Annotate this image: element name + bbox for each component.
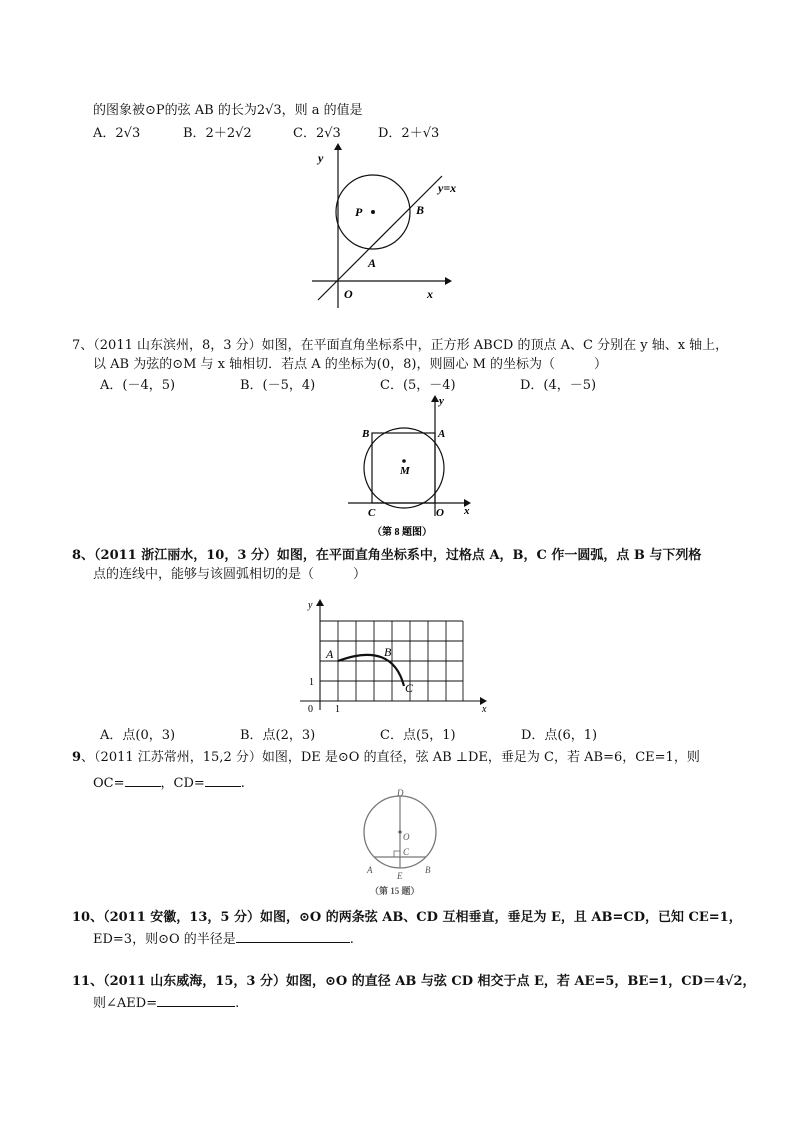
q8-y-arrow bbox=[316, 599, 324, 606]
q9-label-b: B bbox=[425, 865, 431, 875]
q8-label-c: C bbox=[405, 681, 414, 695]
q8-label-1y: 1 bbox=[309, 677, 314, 688]
q7-option-d: D．(4，－5) bbox=[520, 378, 597, 393]
q9-oc-label: OC= bbox=[93, 776, 125, 791]
q6-continuation: 的图象被⊙P的弦 AB 的长为2√3，则 a 的值是 bbox=[93, 103, 363, 118]
q9-label-c: C bbox=[403, 847, 410, 857]
q9-label-o: O bbox=[403, 832, 410, 842]
q6-point-p bbox=[371, 210, 375, 214]
q8-option-d: D．点(6，1) bbox=[521, 728, 598, 743]
q9-cd-label: ，CD= bbox=[160, 776, 205, 791]
q7-point-m bbox=[402, 459, 406, 463]
q6-option-b: B．2＋2√2 bbox=[183, 126, 252, 141]
q8-label-o: 0 bbox=[308, 704, 313, 715]
q7-y-arrow bbox=[431, 395, 439, 402]
q9-caption: （第 15 题） bbox=[370, 886, 420, 896]
q8-label-b: B bbox=[384, 645, 392, 659]
q9-end: . bbox=[240, 776, 245, 791]
q7-line1: 7、（2011 山东滨州，8，3 分）如图，在平面直角坐标系中，正方形 ABCD 的顶点 A、C 分别在 y 轴、x 轴上， bbox=[72, 338, 729, 353]
q8-line2: 点的连线中，能够与该圆弧相切的是（ ） bbox=[93, 567, 367, 582]
q8-label-x: x bbox=[482, 704, 487, 715]
q8-label-1x: 1 bbox=[335, 704, 340, 715]
q9-label-a: A bbox=[367, 865, 373, 875]
q11-answer-blank[interactable] bbox=[157, 994, 235, 1007]
q9-label-d: D bbox=[397, 788, 404, 798]
q8-label-a: A bbox=[326, 647, 334, 661]
q6-option-a: A．2√3 bbox=[93, 126, 141, 141]
q7-label-b: B bbox=[362, 428, 370, 440]
q6-label-a: A bbox=[368, 256, 377, 270]
q8-option-c: C．点(5，1) bbox=[380, 728, 456, 743]
q9-label-e: E bbox=[397, 871, 403, 881]
q7-label-x: x bbox=[464, 505, 470, 517]
q7-caption: （第 8 题图） bbox=[372, 527, 432, 538]
q11-line2-text: 则∠AED= bbox=[93, 996, 158, 1011]
q6-label-y: y bbox=[318, 151, 324, 165]
q10-line1: 10、（2011 安徽，13，5 分）如图，⊙O 的两条弦 AB、CD 互相垂直，垂足为 E，且 AB=CD，已知 CE=1， bbox=[72, 910, 742, 925]
q9-oc-blank[interactable] bbox=[125, 774, 161, 787]
q10-line2 bbox=[93, 930, 354, 948]
q11-line2 bbox=[93, 994, 239, 1012]
q8-figure bbox=[292, 596, 502, 716]
q6-y-arrow bbox=[334, 143, 342, 150]
q7-line2: 以 AB 为弦的⊙M 与 x 轴相切．若点 A 的坐标为(0，8)，则圆心 M 的坐标为（ ） bbox=[93, 357, 608, 372]
q7-option-b: B．(－5，4) bbox=[240, 378, 316, 393]
q9-right-angle-mark bbox=[394, 851, 400, 857]
q8-label-y: y bbox=[308, 600, 313, 611]
q6-label-x: x bbox=[427, 287, 433, 301]
q6-x-arrow bbox=[445, 277, 452, 285]
q6-option-c: C．2√3 bbox=[293, 126, 341, 141]
q9-line2 bbox=[93, 774, 245, 792]
q7-label-a: A bbox=[438, 428, 446, 440]
q6-label-p: P bbox=[355, 205, 363, 219]
q7-label-y: y bbox=[439, 395, 444, 407]
q10-line2-text: ED=3，则⊙O 的半径是 bbox=[93, 932, 236, 947]
q9-cd-blank[interactable] bbox=[205, 774, 241, 787]
q9-line1 bbox=[72, 750, 700, 766]
q7-label-m: M bbox=[400, 465, 410, 477]
q7-label-o: O bbox=[436, 507, 444, 519]
q9-point-o bbox=[398, 830, 401, 833]
q8-line1: 8、（2011 浙江丽水，10，3 分）如图，在平面直角坐标系中，过格点 A，B，C 作一圆弧，点 B 与下列格 bbox=[72, 548, 702, 563]
q6-label-b: B bbox=[416, 203, 425, 217]
q10-end: . bbox=[349, 932, 354, 947]
q9-text: 、（2011 江苏常州，15,2 分）如图，DE 是⊙O 的直径，弦 AB ⊥DE，垂足为 C，若 AB=6，CE=1，则 bbox=[81, 750, 700, 765]
q11-line1: 11、（2011 山东威海，15，3 分）如图，⊙O 的直径 AB 与弦 CD 相交于点 E，若 AE=5，BE=1，CD＝4√2， bbox=[72, 974, 756, 989]
q6-label-line: y=x bbox=[438, 181, 457, 195]
q9-figure bbox=[352, 786, 452, 904]
q7-option-a: A．(－4，5) bbox=[100, 378, 176, 393]
q6-label-o: O bbox=[344, 287, 353, 301]
q11-end: . bbox=[235, 996, 240, 1011]
q10-answer-blank[interactable] bbox=[236, 930, 350, 943]
q7-figure bbox=[340, 392, 480, 542]
q8-option-a: A．点(0，3) bbox=[100, 728, 176, 743]
q8-grid bbox=[320, 621, 463, 701]
q9-number: 9 bbox=[72, 750, 82, 765]
q7-label-c: C bbox=[368, 507, 376, 519]
q8-option-b: B．点(2，3) bbox=[240, 728, 316, 743]
q6-figure bbox=[300, 140, 460, 310]
q7-option-c: C．(5，－4) bbox=[380, 378, 456, 393]
q6-option-d: D．2＋√3 bbox=[378, 126, 440, 141]
